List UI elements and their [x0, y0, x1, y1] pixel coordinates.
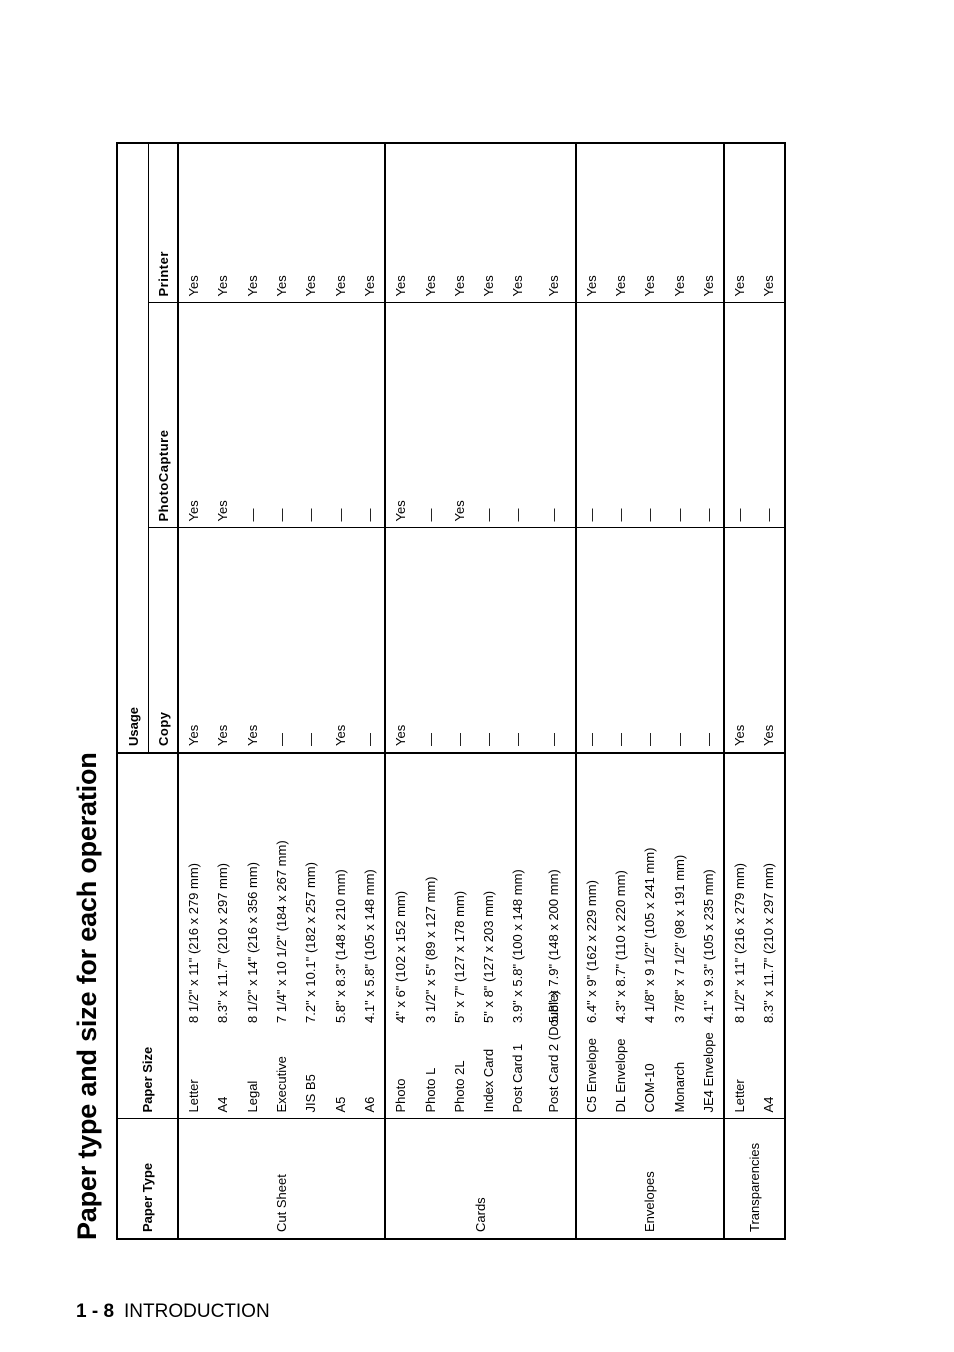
- copy-cell: —: [576, 528, 606, 753]
- copy-cell: Yes: [325, 528, 354, 753]
- page-number: 1 - 8: [76, 1301, 115, 1322]
- paper-type-cell: Cut Sheet: [178, 1119, 385, 1239]
- table-row: [664, 143, 693, 1239]
- copy-cell: —: [355, 528, 385, 753]
- paper-size-cell: 8 1/2" x 11" (216 x 279 mm): [724, 753, 754, 1029]
- table-row: [296, 143, 325, 1239]
- table-row: [238, 143, 267, 1239]
- paper-size-cell: 3 1/2" x 5" (89 x 127 mm): [422, 876, 438, 1023]
- photocapture-cell: Yes: [208, 303, 237, 528]
- copy-cell: —: [694, 528, 724, 753]
- header-usage: Usage: [117, 143, 149, 753]
- paper-size-cell: 7 1/4" x 10 1/2" (184 x 267 mm): [274, 840, 290, 1023]
- photocapture-cell: —: [238, 303, 267, 528]
- photocapture-cell: —: [296, 303, 325, 528]
- paper-type-cell: Transparencies: [724, 1119, 785, 1239]
- paper-type-cell: Cards: [385, 1119, 575, 1239]
- header-photocapture: PhotoCapture: [149, 303, 179, 528]
- printer-cell: Yes: [635, 143, 664, 303]
- copy-cell: Yes: [178, 528, 208, 753]
- photocapture-cell: —: [635, 303, 664, 528]
- paper-size-cell: 8.3" x 11.7" (210 x 297 mm): [761, 862, 777, 1023]
- paper-name-cell: JE4 Envelope: [694, 1029, 724, 1119]
- photocapture-cell: —: [415, 303, 444, 528]
- printer-cell: Yes: [606, 143, 635, 303]
- printer-cell: Yes: [445, 143, 474, 303]
- photocapture-cell: Yes: [178, 303, 208, 528]
- table-row: [533, 143, 576, 1239]
- printer-cell: Yes: [474, 143, 503, 303]
- table-row: [724, 143, 754, 1239]
- photocapture-cell: —: [576, 303, 606, 528]
- header-paper-size: Paper Size: [117, 753, 178, 1119]
- copy-cell: —: [606, 528, 635, 753]
- printer-cell: Yes: [267, 143, 296, 303]
- page-title: Paper type and size for each operation: [72, 752, 102, 1240]
- paper-size-cell: 5.8" x 7.9" (148 x 200 mm): [546, 869, 562, 1023]
- printer-cell: Yes: [238, 143, 267, 303]
- photocapture-cell: Yes: [385, 303, 415, 528]
- paper-size-cell: 6.4" x 9" (162 x 229 mm): [576, 753, 606, 1029]
- paper-name-cell: Executive: [267, 1029, 296, 1119]
- copy-cell: —: [503, 528, 532, 753]
- table-row: [503, 143, 532, 1239]
- printer-cell: Yes: [355, 143, 385, 303]
- printer-cell: Yes: [533, 143, 576, 303]
- printer-cell: Yes: [415, 143, 444, 303]
- photocapture-cell: Yes: [445, 303, 474, 528]
- table-row: [445, 143, 474, 1239]
- section-name: INTRODUCTION: [124, 1301, 270, 1322]
- paper-size-cell: 4 1/8" x 9 1/2" (105 x 241 mm): [642, 847, 658, 1023]
- photocapture-cell: —: [664, 303, 693, 528]
- paper-name-cell: Monarch: [664, 1029, 693, 1119]
- copy-cell: —: [296, 528, 325, 753]
- paper-size-cell: 4.3" x 8.7" (110 x 220 mm): [613, 870, 628, 1023]
- paper-size-cell: 8 1/2" x 14" (216 x 356 mm): [244, 862, 260, 1023]
- photocapture-cell: —: [325, 303, 354, 528]
- copy-cell: Yes: [238, 528, 267, 753]
- header-paper-type: Paper Type: [117, 1119, 178, 1239]
- paper-name-cell: A5: [325, 1029, 354, 1119]
- table-row: [325, 143, 354, 1239]
- table-row: [694, 143, 724, 1239]
- table-row: [635, 143, 664, 1239]
- paper-size-cell: 4.1" x 9.3" (105 x 235 mm): [700, 869, 716, 1023]
- paper-name-cell: A4: [754, 1029, 784, 1119]
- paper-name-cell: Letter: [178, 1029, 208, 1119]
- paper-type-cell: Envelopes: [576, 1119, 724, 1239]
- printer-cell: Yes: [754, 143, 784, 303]
- photocapture-cell: —: [694, 303, 724, 528]
- paper-name-cell: Index Card: [474, 1029, 503, 1119]
- paper-name-cell: Photo 2L: [445, 1029, 474, 1119]
- photocapture-cell: —: [533, 303, 576, 528]
- table-row: [415, 143, 444, 1239]
- page-footer: [76, 1301, 270, 1323]
- paper-name-cell: JIS B5: [296, 1029, 325, 1119]
- table-row: [754, 143, 784, 1239]
- printer-cell: Yes: [503, 143, 532, 303]
- paper-name-cell: A6: [355, 1029, 385, 1119]
- table-row: [606, 143, 635, 1239]
- copy-cell: —: [533, 528, 576, 753]
- photocapture-cell: —: [474, 303, 503, 528]
- table-row: [208, 143, 237, 1239]
- paper-name-cell: Photo L: [415, 1029, 444, 1119]
- photocapture-cell: —: [355, 303, 385, 528]
- paper-name-cell: DL Envelope: [606, 1029, 635, 1119]
- paper-size-cell: 3 7/8" x 7 1/2" (98 x 191 mm): [671, 854, 687, 1023]
- printer-cell: Yes: [208, 143, 237, 303]
- printer-cell: Yes: [296, 143, 325, 303]
- paper-size-cell: 4" x 6" (102 x 152 mm): [385, 753, 415, 1029]
- paper-size-cell: 5.8" x 8.3" (148 x 210 mm): [332, 869, 348, 1023]
- paper-size-cell: 5" x 8" (127 x 203 mm): [481, 890, 497, 1023]
- photocapture-cell: —: [606, 303, 635, 528]
- paper-name-cell: Post Card 2 (Double): [533, 1029, 576, 1119]
- paper-size-cell: 5" x 7" (127 x 178 mm): [451, 890, 467, 1023]
- copy-cell: Yes: [208, 528, 237, 753]
- printer-cell: Yes: [325, 143, 354, 303]
- printer-cell: Yes: [385, 143, 415, 303]
- printer-cell: Yes: [178, 143, 208, 303]
- paper-name-cell: Letter: [724, 1029, 754, 1119]
- table-row: [576, 143, 606, 1239]
- copy-cell: —: [474, 528, 503, 753]
- printer-cell: Yes: [724, 143, 754, 303]
- rotated-page-content: [70, 140, 790, 1240]
- paper-size-cell: 8.3" x 11.7" (210 x 297 mm): [215, 862, 231, 1023]
- table-row: [178, 143, 208, 1239]
- table-row: [474, 143, 503, 1239]
- printer-cell: Yes: [694, 143, 724, 303]
- paper-table: [116, 142, 786, 1240]
- paper-name-cell: Legal: [238, 1029, 267, 1119]
- copy-cell: —: [445, 528, 474, 753]
- paper-size-cell: 4.1" x 5.8" (105 x 148 mm): [361, 869, 377, 1023]
- copy-cell: —: [635, 528, 664, 753]
- header-copy: Copy: [149, 528, 179, 753]
- photocapture-cell: —: [724, 303, 754, 528]
- table-row: [267, 143, 296, 1239]
- header-printer: Printer: [149, 143, 179, 303]
- paper-name-cell: C5 Envelope: [576, 1029, 606, 1119]
- photocapture-cell: —: [503, 303, 532, 528]
- printer-cell: Yes: [664, 143, 693, 303]
- photocapture-cell: —: [754, 303, 784, 528]
- paper-size-cell: 8 1/2" x 11" (216 x 279 mm): [178, 753, 208, 1029]
- copy-cell: Yes: [754, 528, 784, 753]
- table-row: [355, 143, 385, 1239]
- copy-cell: Yes: [385, 528, 415, 753]
- paper-size-cell: 7.2" x 10.1" (182 x 257 mm): [303, 862, 319, 1023]
- copy-cell: —: [664, 528, 693, 753]
- table-row: [385, 143, 415, 1239]
- paper-name-cell: Photo: [385, 1029, 415, 1119]
- paper-name-cell: Post Card 1: [503, 1029, 532, 1119]
- paper-name-cell: A4: [208, 1029, 237, 1119]
- copy-cell: —: [415, 528, 444, 753]
- paper-name-cell: COM-10: [635, 1029, 664, 1119]
- photocapture-cell: —: [267, 303, 296, 528]
- copy-cell: —: [267, 528, 296, 753]
- copy-cell: Yes: [724, 528, 754, 753]
- paper-size-cell: 3.9" x 5.8" (100 x 148 mm): [510, 869, 526, 1023]
- printer-cell: Yes: [576, 143, 606, 303]
